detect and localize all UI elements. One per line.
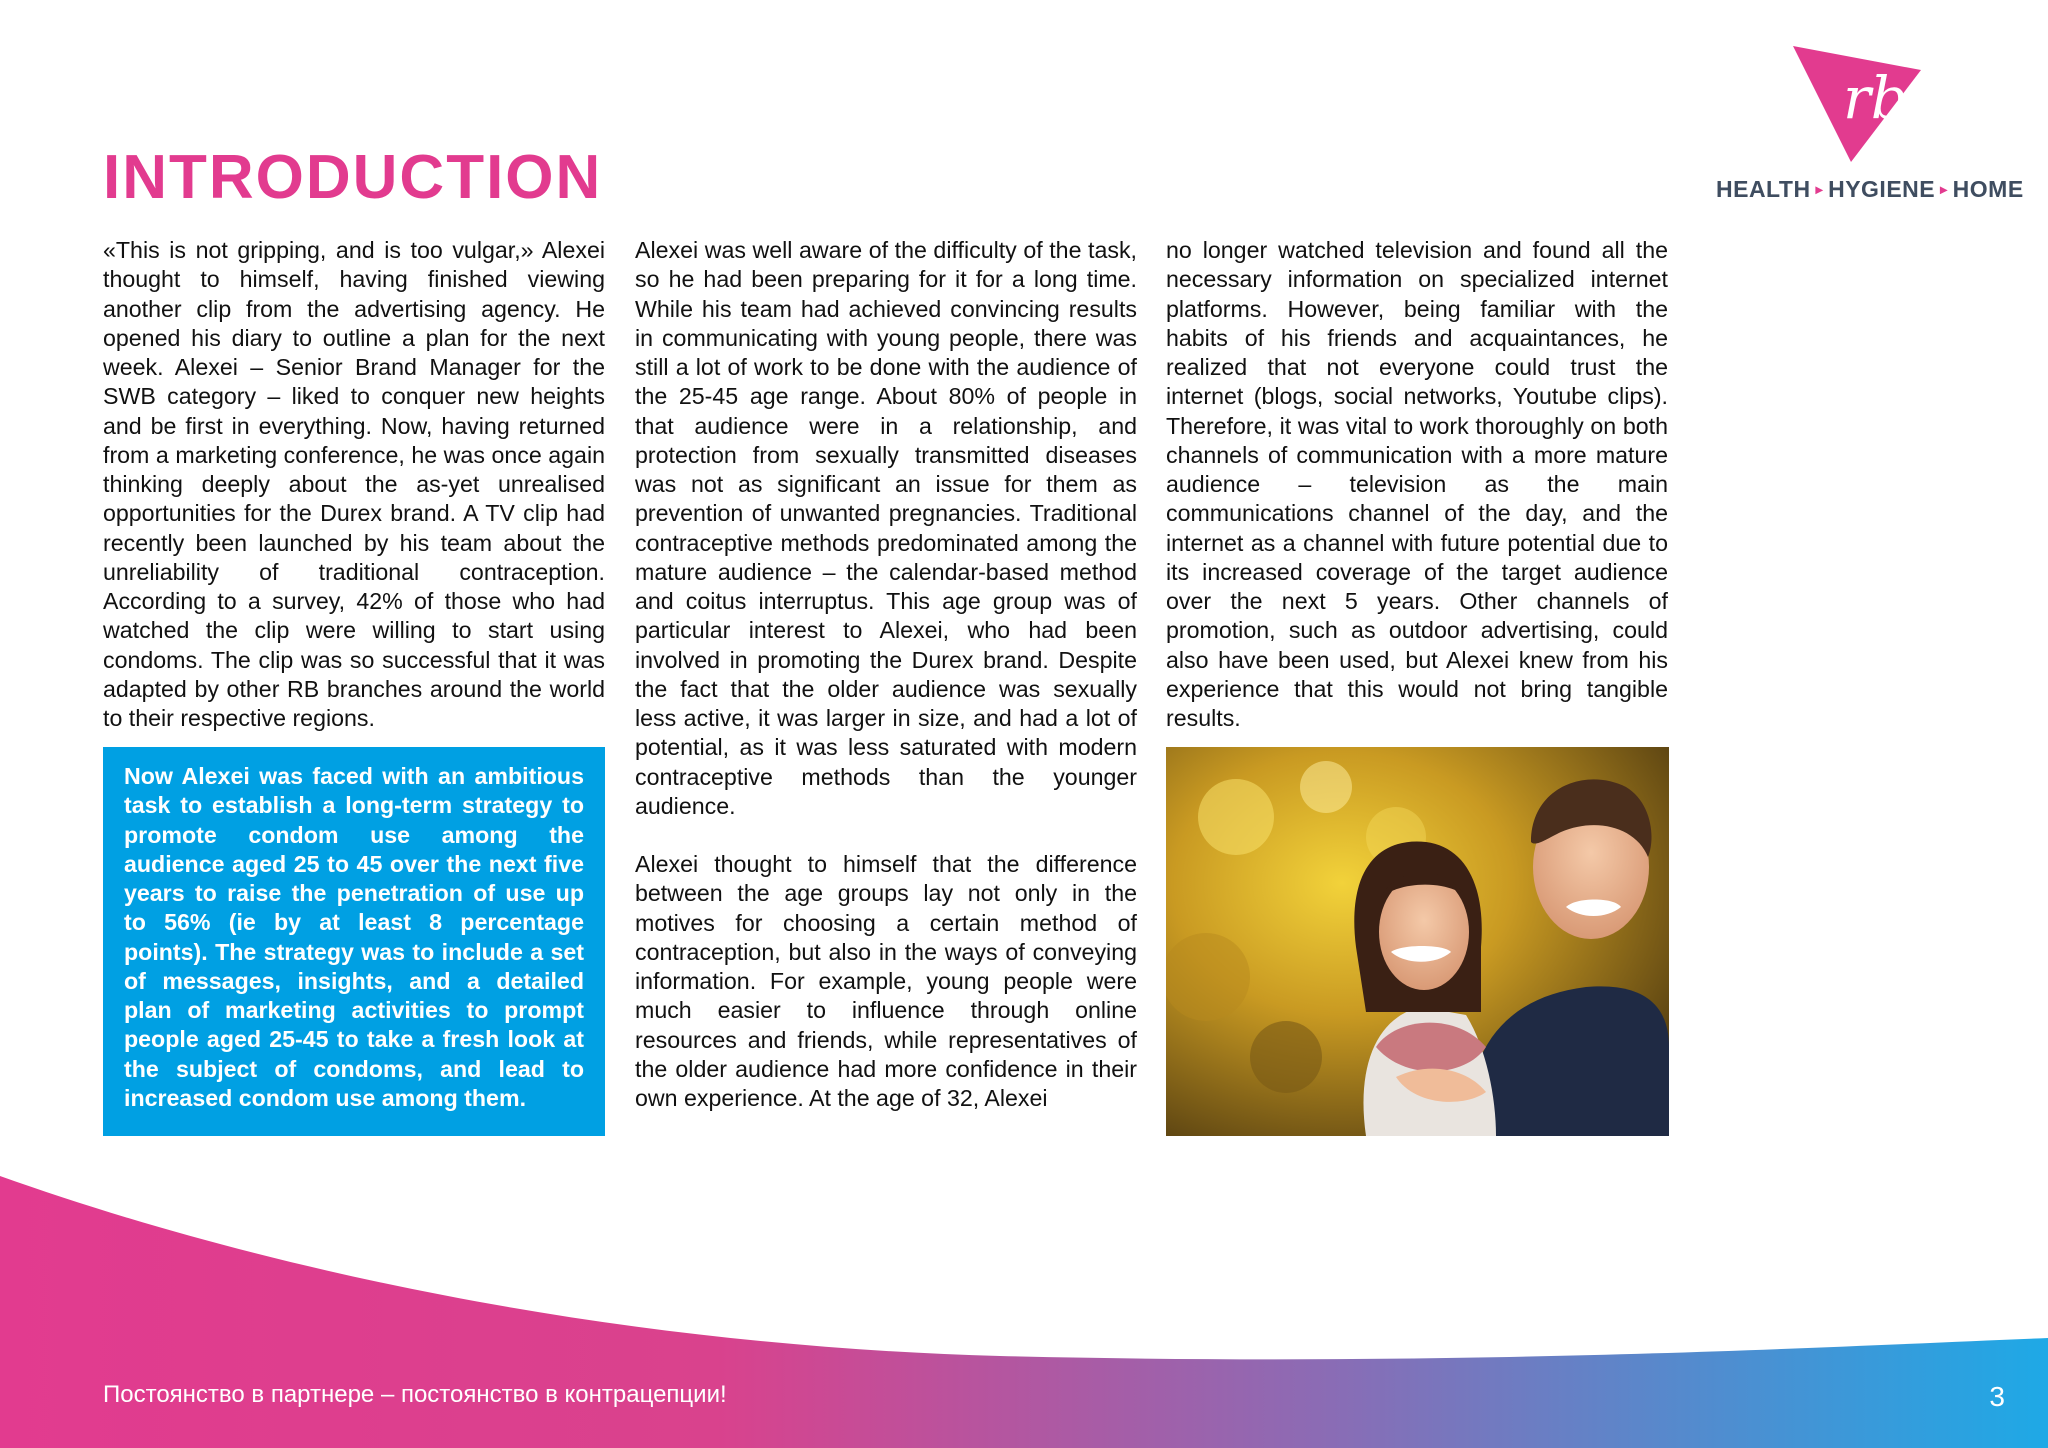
rb-logo-mark-icon <box>1793 40 1933 170</box>
task-callout-box <box>103 747 605 1136</box>
tagline-separator-icon: ▸ <box>1815 181 1824 197</box>
text-column-2 <box>635 236 1137 1113</box>
tagline-home: HOME <box>1952 176 2024 202</box>
paragraph: Alexei was well aware of the difficulty of the task, so he had been preparing for it for a long time. While his team had achieved convincing results in communicating with young people, there was still a lot of work to be done with the audience of the 25-45 age range. About 80% of people in that audience were in a relationship, and protection from sexually transmitted diseases was not as significant an issue for them as prevention of unwanted pregnancies. Traditional contraceptive methods predominated among the mature audience – the calendar-based method and coitus interruptus. This age group was of particular interest to Alexei, who had been involved in promoting the Durex brand. Despite the fact that the older audience was sexually less active, it was larger in size, and had a lot of potential, as it was less saturated with modern contraceptive methods than the younger audience. <box>635 237 1137 819</box>
paragraph: «This is not gripping, and is too vulgar,» Alexei thought to himself, having finished viewing another clip from the advertising agency. He opened his diary to outline a plan for the next week. Alexei – Senior Brand Manager for the SWB category – liked to conquer new heights and be first in everything. Now, having returned from a marketing conference, he was once again thinking deeply about the as-yet unrealised opportunities for the Durex brand. A TV clip had recently been launched by his team about the unreliability of traditional contraception. According to a survey, 42% of those who had watched the clip were willing to start using condoms. The clip was so successful that it was adapted by other RB branches around the world to their respective regions. <box>103 237 605 731</box>
paragraph: Alexei thought to himself that the difference between the age groups lay not only in the motives for choosing a certain method of contraception, but also in the ways of conveying information. For example, young people were much easier to influence through online resources and friends, while representatives of the older audience had more confidence in their own experience. At the age of 32, Alexei <box>635 851 1137 1111</box>
rb-logo-mark-text: rb <box>1843 64 1908 132</box>
couple-photo-illustration <box>1166 747 1669 1136</box>
text-column-3 <box>1166 236 1668 733</box>
page-number: 3 <box>1989 1381 2005 1412</box>
paragraph: no longer watched television and found all the necessary information on specialized internet platforms. However, being familiar with the habits of his friends and acquaintances, he realized that not everyone could trust the internet (blogs, social networks, Youtube clips). Therefore, it was vital to work thoroughly on both channels of communication with a more mature audience – television as the main communications channel of the day, and the internet as a channel with future potential due to its increased coverage of the target audience over the next 5 years. Other channels of promotion, such as outdoor advertising, could also have been used, but Alexei knew from his experience that this would not bring tangible results. <box>1166 237 1668 731</box>
logo-tagline <box>1716 176 2024 203</box>
rb-logo <box>1710 40 2024 210</box>
text-column-1 <box>103 236 605 733</box>
page-title: INTRODUCTION <box>103 143 603 212</box>
tagline-hygiene: HYGIENE <box>1828 176 1936 202</box>
tagline-separator-icon: ▸ <box>1940 181 1948 197</box>
footer-slogan: Постоянство в партнере – постоянство в контрацепции! <box>103 1381 727 1408</box>
tagline-health: HEALTH <box>1716 176 1811 202</box>
callout-text: Now Alexei was faced with an ambitious task to establish a long-term strategy to promote condom use among the audience aged 25 to 45 over the next five years to raise the penetration of use up to 56% (ie by at least 8 percentage points). The strategy was to include a set of messages, insights, and a detailed plan of marketing activities to prompt people aged 25-45 to take a fresh look at the subject of condoms, and lead to increased condom use among them. <box>124 763 584 1111</box>
couple-photo <box>1166 747 1669 1136</box>
